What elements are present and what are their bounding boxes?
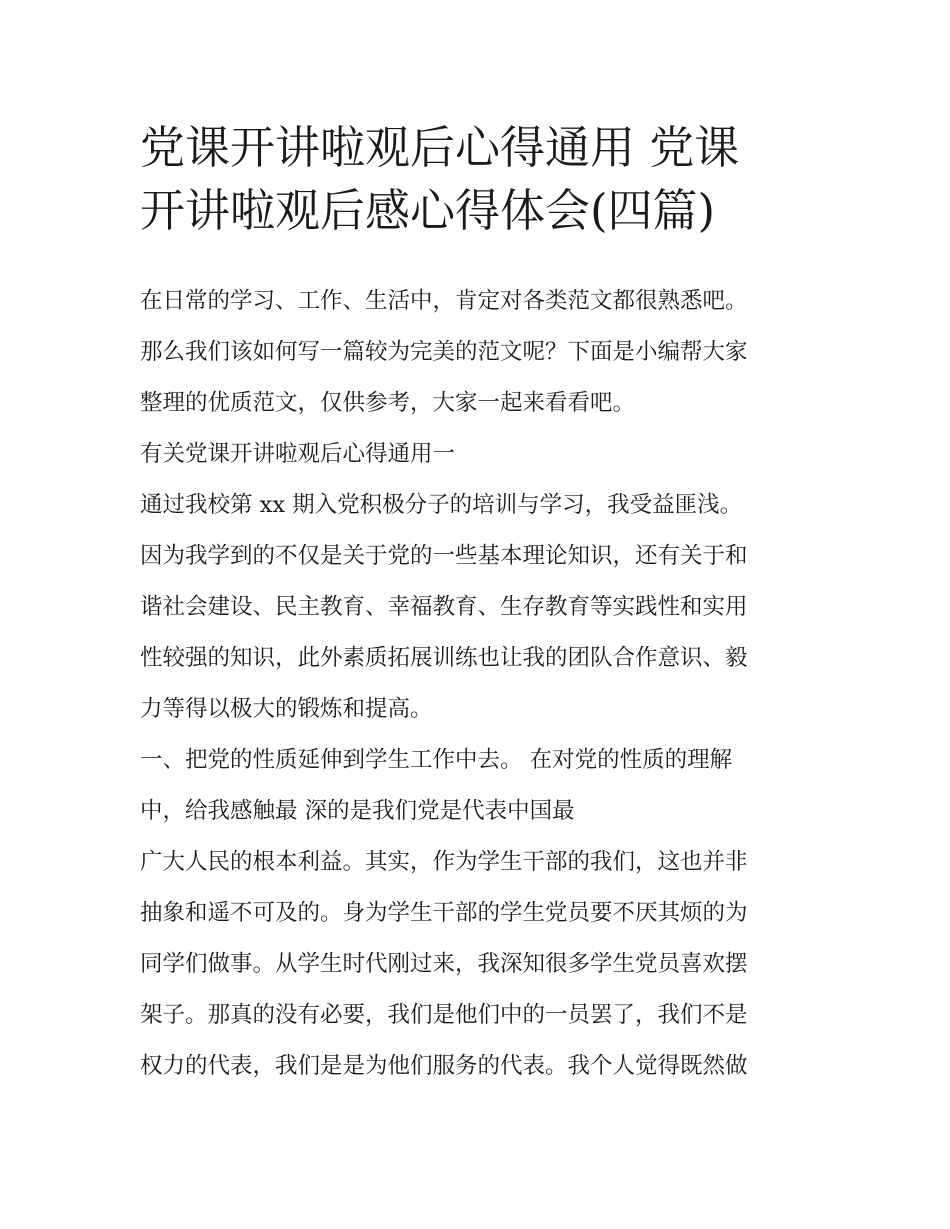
body-line: 整理的优质范文，仅供参考，大家一起来看看吧。 bbox=[140, 390, 636, 416]
body-line: 广大人民的根本利益。其实，作为学生干部的我们，这也并非 bbox=[140, 849, 748, 875]
body-line: 因为我学到的不仅是关于党的一些基本理论知识，还有关于和 bbox=[140, 543, 748, 569]
body-line: 中，给我感触最 深的是我们党是代表中国最 bbox=[140, 798, 575, 824]
body-line: 谐社会建设、民主教育、幸福教育、生存教育等实践性和实用 bbox=[140, 594, 748, 620]
body-line: 那么我们该如何写一篇较为完美的范文呢？下面是小编帮大家 bbox=[140, 339, 748, 365]
document-title bbox=[140, 116, 820, 242]
body-line: 一、把党的性质延伸到学生工作中去。 在对党的性质的理解 bbox=[140, 747, 733, 773]
body-line: 通过我校第 xx 期入党积极分子的培训与学习，我受益匪浅。 bbox=[140, 492, 743, 518]
body-line: 在日常的学习、工作、生活中，肯定对各类范文都很熟悉吧。 bbox=[140, 288, 748, 314]
title-line: 党课开讲啦观后心得通用 党课 bbox=[140, 121, 740, 174]
body-line: 性较强的知识，此外素质拓展训练也让我的团队合作意识、毅 bbox=[140, 645, 748, 671]
document-body bbox=[140, 276, 830, 1092]
body-line: 抽象和遥不可及的。身为学生干部的学生党员要不厌其烦的为 bbox=[140, 900, 748, 926]
body-line: 架子。那真的没有必要，我们是他们中的一员罢了，我们不是 bbox=[140, 1002, 748, 1028]
section-heading: 有关党课开讲啦观后心得通用一 bbox=[140, 441, 456, 467]
body-line: 同学们做事。从学生时代刚过来，我深知很多学生党员喜欢摆 bbox=[140, 951, 748, 977]
body-line: 权力的代表，我们是是为他们服务的代表。我个人觉得既然做 bbox=[140, 1053, 748, 1079]
title-line: 开讲啦观后感心得体会(四篇) bbox=[140, 184, 716, 237]
body-line: 力等得以极大的锻炼和提高。 bbox=[140, 696, 433, 722]
